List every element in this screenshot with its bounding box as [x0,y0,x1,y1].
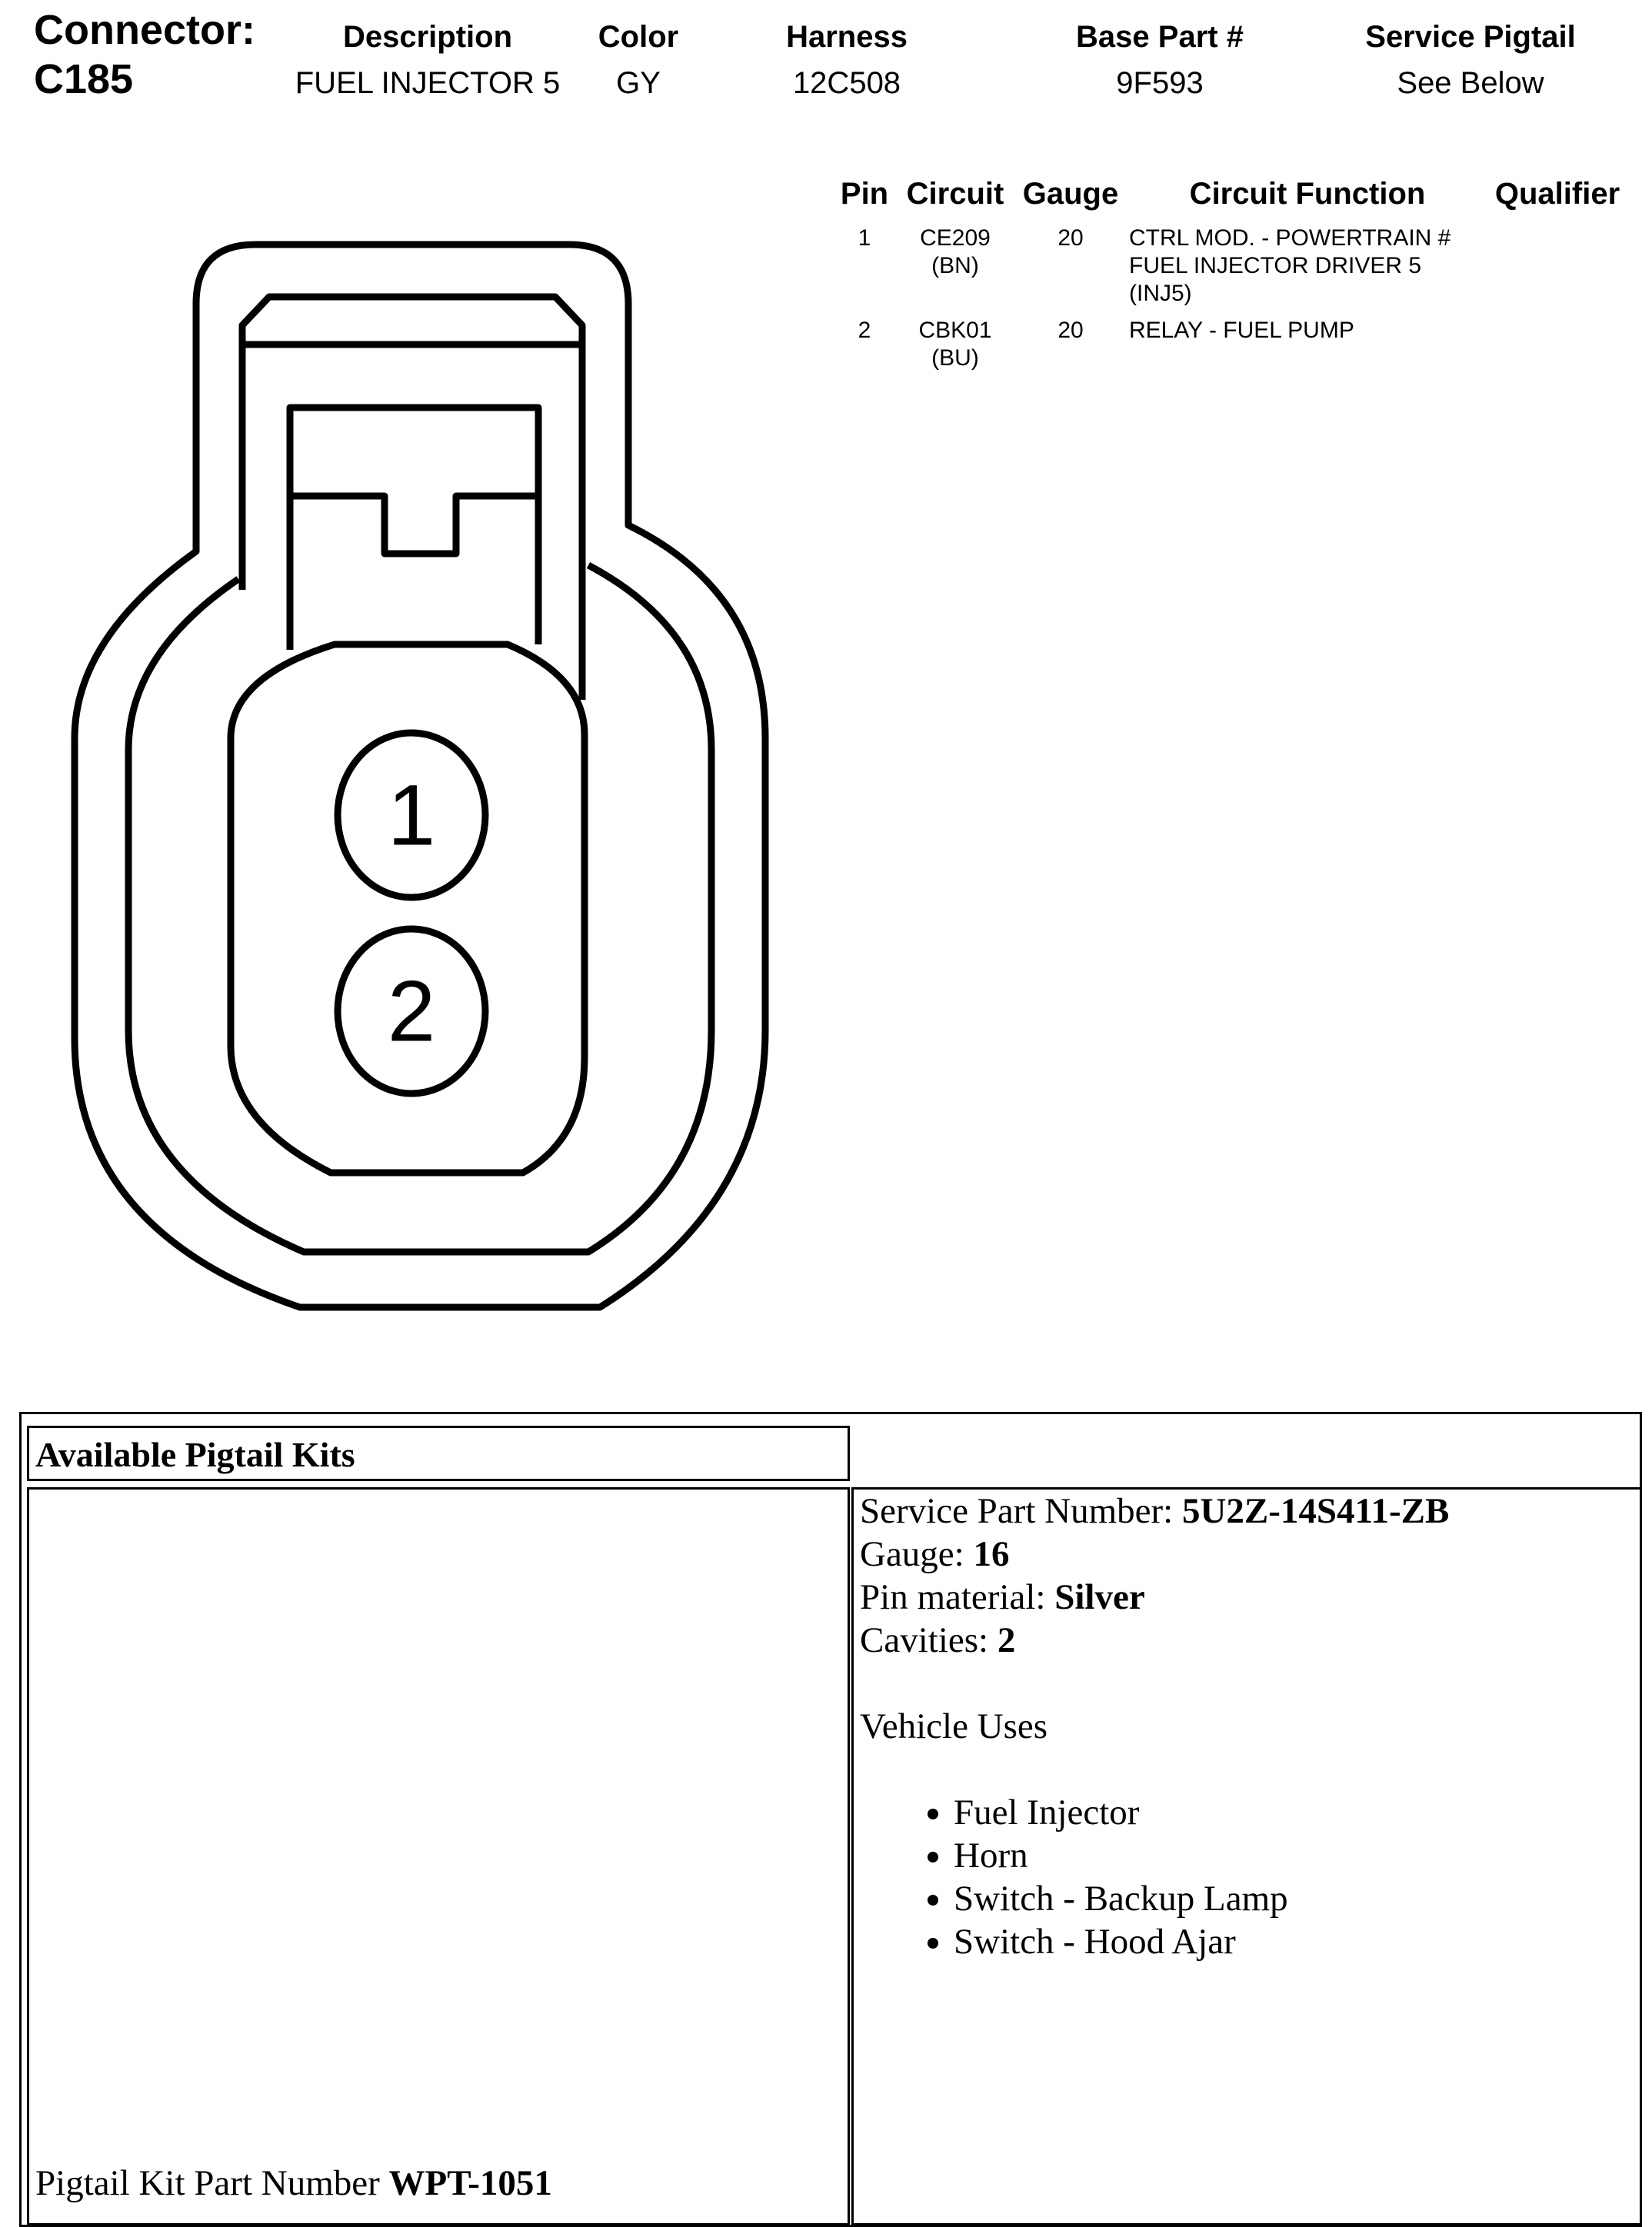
pin-header: Pin [840,177,889,211]
circuit-function-header: Circuit Function [1189,177,1426,211]
cavities-line [860,1619,1015,1662]
pin-number: 1 [858,225,871,251]
connector-face-diagram [0,0,815,1353]
latch-notch [290,496,538,554]
service-part-label: Service Part Number: [860,1491,1182,1531]
circuit-function-line: CTRL MOD. - POWERTRAIN # [1129,225,1451,251]
list-item: • Horn [954,1834,1288,1877]
vehicle-uses-list [860,1791,1288,1963]
pigtail-gauge-value: 16 [973,1534,1010,1574]
pin-material-line [860,1576,1145,1619]
list-item: • Switch - Backup Lamp [954,1877,1288,1920]
harness-header: Harness [786,20,908,54]
cavities-value: 2 [997,1620,1016,1660]
pigtail-kit-number: WPT-1051 [388,2163,552,2203]
color-header: Color [598,20,679,54]
service-part-number: 5U2Z-14S411-ZB [1181,1491,1450,1531]
circuit-wire-color: (BN) [931,253,979,278]
list-item: • Switch - Hood Ajar [954,1920,1288,1963]
gauge-value: 20 [1057,318,1084,343]
latch-window [290,408,538,650]
gauge-line [860,1533,1009,1576]
circuit-code: CE209 [920,225,991,251]
color-value: GY [616,66,661,100]
base-part-value: 9F593 [1116,66,1204,100]
gauge-value: 20 [1057,225,1084,251]
circuit-function-line: FUEL INJECTOR DRIVER 5 [1129,253,1422,278]
pigtail-kit-part [35,2162,552,2205]
pigtail-kit-cell [27,1487,850,2225]
gauge-label: Gauge: [860,1534,974,1574]
connector-id: C185 [34,56,134,102]
pigtail-kit-label: Pigtail Kit Part Number [35,2163,389,2203]
qualifier-header: Qualifier [1494,177,1620,211]
description-header: Description [342,20,513,54]
pin-1-label: 1 [387,767,436,864]
pin-2-label: 2 [387,963,436,1060]
pin-material-label: Pin material: [860,1577,1055,1617]
circuit-code: CBK01 [918,318,992,343]
pin-material-value: Silver [1054,1577,1145,1617]
circuit-wire-color: (BU) [931,345,979,371]
list-item: • Fuel Injector [954,1791,1288,1834]
description-value: FUEL INJECTOR 5 [295,66,561,100]
circuit-function-line: (INJ5) [1129,281,1192,306]
pin-number: 2 [858,318,871,343]
pigtail-kits-title: Available Pigtail Kits [35,1435,355,1474]
vehicle-uses-title: Vehicle Uses [860,1706,1048,1746]
pigtail-info-cell [851,1487,1642,2225]
connector-label: Connector: [34,7,255,53]
inner-shell-outline [128,565,711,1252]
gauge-header: Gauge [1022,177,1119,211]
service-pigtail-value: See Below [1397,66,1544,100]
service-part-line [860,1490,1449,1533]
service-pigtail-header: Service Pigtail [1365,20,1576,54]
pigtail-title-cell [27,1426,850,1481]
harness-value: 12C508 [792,66,901,100]
base-part-header: Base Part # [1076,20,1244,54]
circuit-header: Circuit [906,177,1004,211]
circuit-function-line: RELAY - FUEL PUMP [1129,318,1354,343]
cavities-label: Cavities: [860,1620,998,1660]
